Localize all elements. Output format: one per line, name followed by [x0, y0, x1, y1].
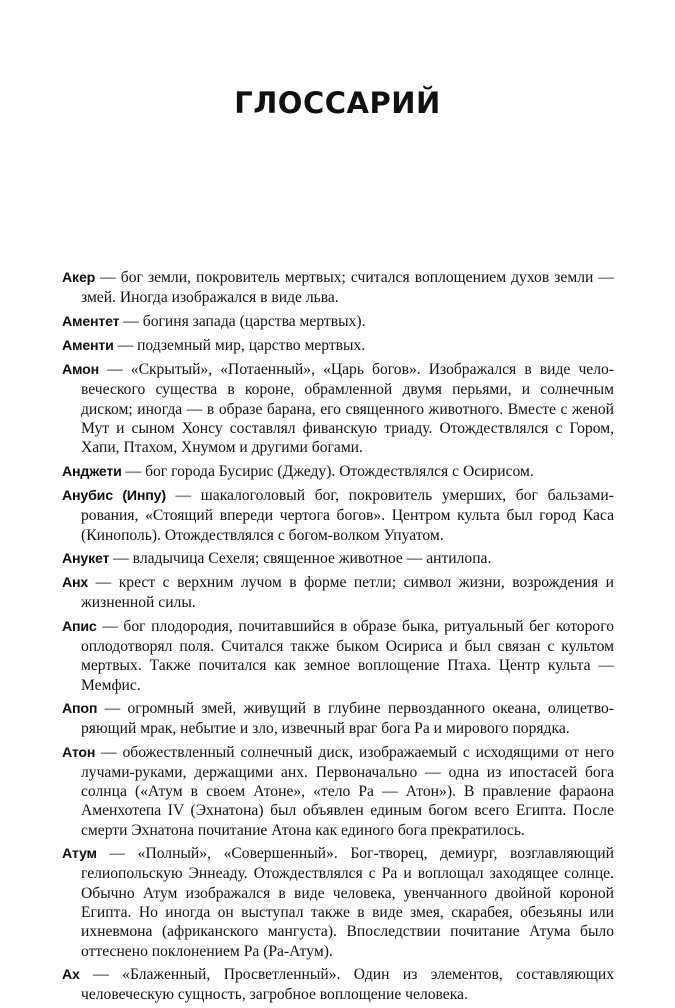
glossary-entry — [62, 573, 614, 613]
glossary-entry — [62, 486, 614, 545]
glossary-definition: — богиня запада (царства мертвых). — [119, 312, 366, 330]
glossary-term: Анукет — [62, 550, 110, 567]
glossary-term: Анх — [62, 575, 89, 592]
glossary-entry — [62, 699, 614, 739]
glossary-definition: — «Полный», «Совершенный». Бог-творец, демиург, возглавляющий гелиопольскую Эннеаду. Отождествлялся с Ра и воплощал заходящее солнце. Обычно Атум изображался в виде человека, увенчанного двойной короной Египта. Но иногда он выступал также в виде змея, скарабея, обезьяны или ихневмона (африканского мангуста). Впоследствии почитание Атума было оттеснено поклонением Ра (Ра-Атум). — [81, 845, 614, 960]
glossary-definition: — бог земли, покровитель мертвых; считался воплощением духов земли — змей. Иногда изображался в виде льва. — [81, 269, 614, 307]
glossary-term: Аменти — [62, 337, 114, 354]
glossary-definition: — крест с верхним лучом в форме петли; символ жизни, возрождения и жизненной силы. — [81, 574, 614, 612]
glossary-entry — [62, 462, 614, 482]
glossary-definition: — «Блаженный, Просветленный». Один из элементов, составляющих человеческую сущность, загробное воплощение человека. — [79, 965, 614, 1004]
glossary-term: Ах — [62, 966, 80, 983]
glossary-term: Амон — [62, 362, 99, 379]
glossary-term: Атон — [62, 744, 96, 761]
glossary-entry — [62, 965, 614, 1005]
glossary-definition: — обожествленный солнечный диск, изображаемый с исходящими от него лучами-руками, держащими анх. Первоначально — одна из ипостасей бога солнца («Атум в своем Атоне», «тело Ра — Атон»). В правление фараона Аменхотепа IV (Эхнатона) был объявлен единым богом всего Египта. После смерти Эхнатона почитание Атона как единого бога прекратилось. — [81, 743, 614, 839]
glossary-list — [62, 268, 614, 1008]
glossary-definition: — огромный змей, живущий в глубине первозданного океана, олицетворяющий мрак, небытие и зло, извечный враг бога Ра и мирового порядка. — [81, 699, 614, 738]
glossary-term: Апис — [62, 618, 97, 635]
glossary-entry — [62, 743, 614, 840]
glossary-definition: — подземный мир, царство мертвых. — [113, 336, 366, 354]
glossary-definition: — «Скрытый», «Потаенный», «Царь богов». Изображался в виде человеческого существа в короне, обрамленной двумя перьями, и солнечным диском; иногда — в образе барана, его священного животного. Вместе с женой Мут и сыном Хонсу составлял фиванскую триаду. Отождествлялся с Гором, Хапи, Птахом, Хнумом и другими богами. — [81, 361, 614, 457]
glossary-entry — [62, 844, 614, 961]
glossary-definition: — владычица Сехеля; священное животное — антилопа. — [109, 549, 492, 567]
glossary-definition: — шакалоголовый бог, покровитель умерших, бог бальзамирования, «Стоящий впереди чертога богов». Центром культа был город Каса (Кинополь). Отождествлялся с богом-волком Упуатом. — [81, 486, 614, 544]
glossary-term: Атум — [62, 846, 97, 863]
glossary-entry — [62, 268, 614, 308]
glossary-term: Аментет — [62, 313, 120, 330]
glossary-entry — [62, 617, 614, 695]
glossary-entry — [62, 549, 614, 569]
glossary-definition: — бог города Бусирис (Джеду). Отождествлялся с Осирисом. — [121, 462, 534, 480]
glossary-term: Анджети — [62, 463, 122, 480]
glossary-entry — [62, 360, 614, 457]
glossary-term: Акер — [62, 270, 96, 286]
page-title: ГЛОССАРИЙ — [234, 86, 441, 120]
glossary-term: Анубис (Инпу) — [62, 487, 166, 504]
glossary-term: Апоп — [62, 700, 98, 717]
glossary-definition: — бог плодородия, почитавшийся в образе быка, ритуальный бег которого оплодотворял поля. Считался также быком Осириса и был связан с культом мертвых. Также почитался как земное воплощение Птаха. Центр культа — Мемфис. — [81, 617, 614, 694]
glossary-entry — [62, 312, 614, 332]
glossary-entry — [62, 336, 614, 356]
